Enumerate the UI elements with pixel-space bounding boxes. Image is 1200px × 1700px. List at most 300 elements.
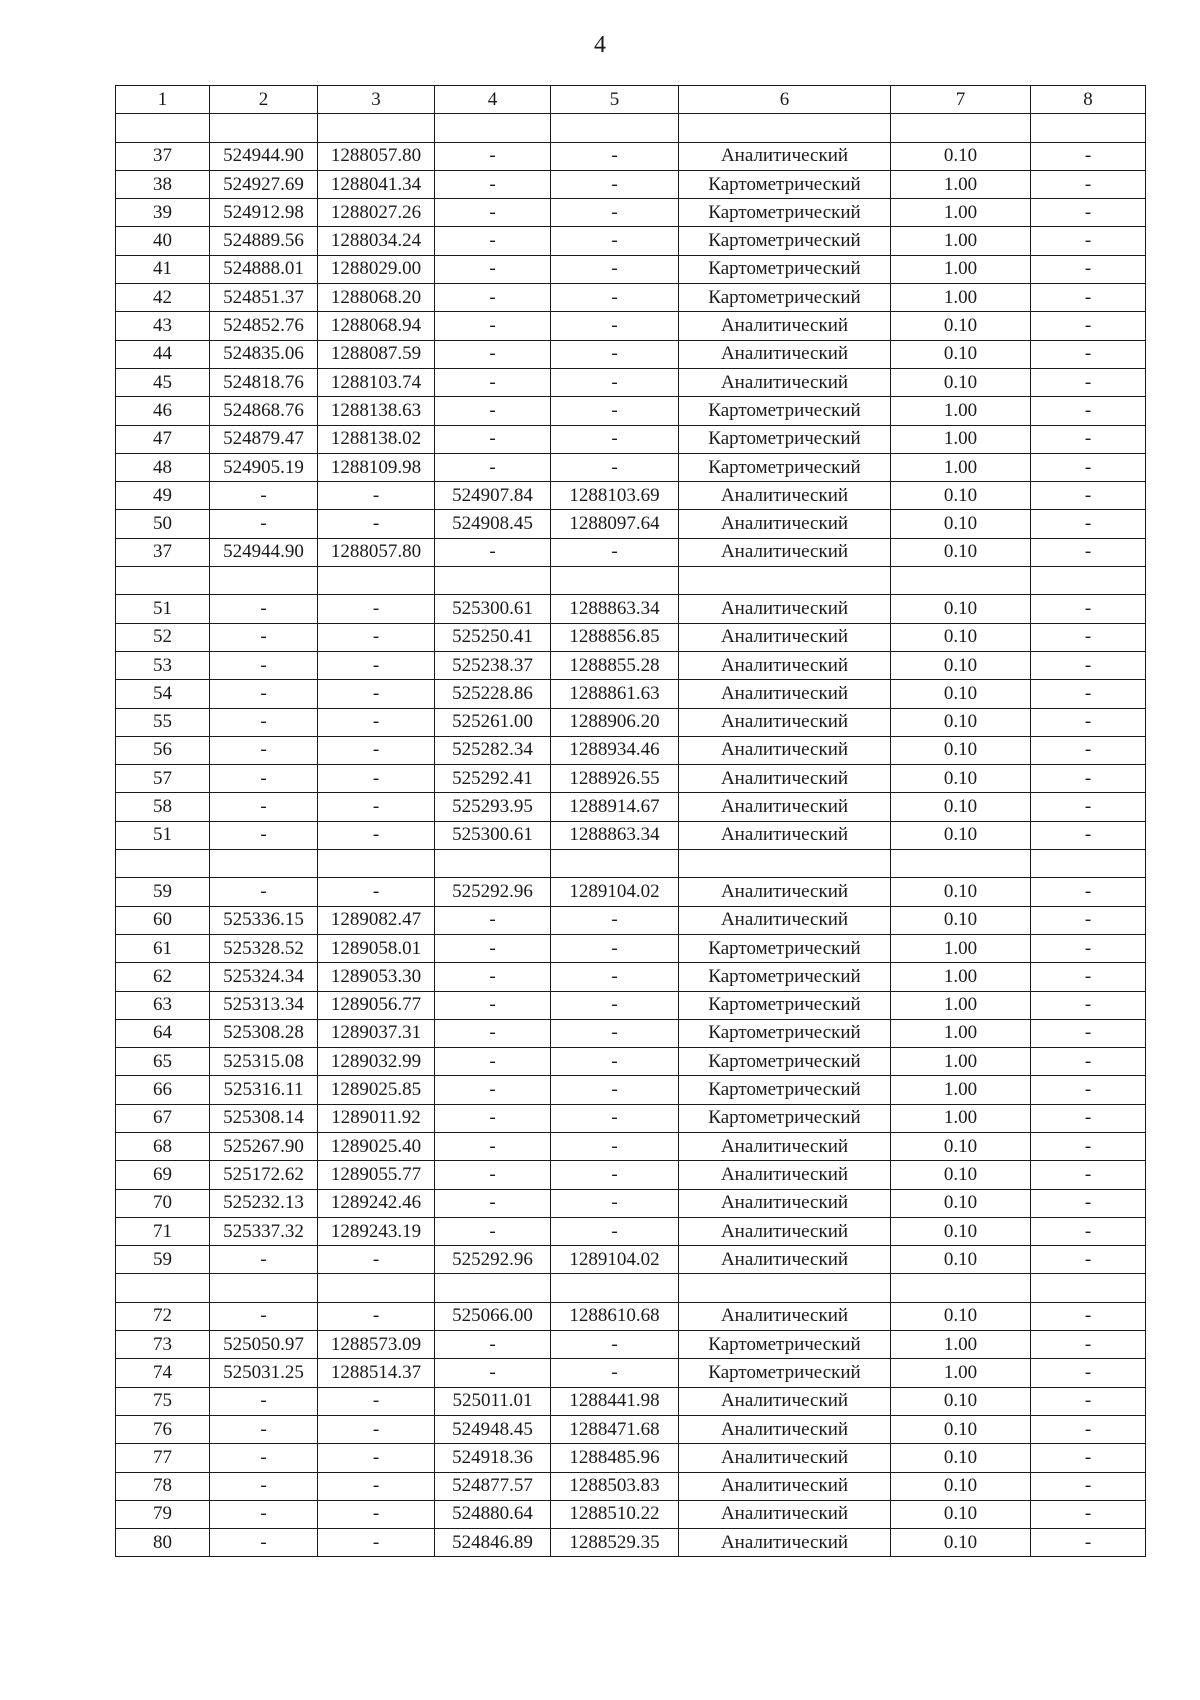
x-coord-alt-cell: 525300.61 <box>435 821 551 849</box>
y-coord-cell: 1288041.34 <box>318 170 435 198</box>
y-coord-cell: 1289055.77 <box>318 1161 435 1189</box>
y-coord-alt-cell: - <box>551 199 679 227</box>
coordinates-table <box>115 85 1146 1557</box>
x-coord-alt-cell: - <box>435 227 551 255</box>
table-row <box>116 765 1146 793</box>
y-coord-cell: - <box>318 482 435 510</box>
point-number-cell: 72 <box>116 1302 210 1330</box>
accuracy-cell: 0.10 <box>891 1472 1031 1500</box>
y-coord-cell: - <box>318 623 435 651</box>
x-coord-cell: - <box>210 1387 318 1415</box>
table-row <box>116 397 1146 425</box>
y-coord-cell: 1288034.24 <box>318 227 435 255</box>
accuracy-cell: 0.10 <box>891 906 1031 934</box>
y-coord-alt-cell: 1288855.28 <box>551 651 679 679</box>
method-cell: Аналитический <box>679 1246 891 1274</box>
point-number-cell: 51 <box>116 821 210 849</box>
note-cell: - <box>1031 482 1146 510</box>
note-cell: - <box>1031 255 1146 283</box>
method-cell: Аналитический <box>679 1387 891 1415</box>
x-coord-alt-cell: - <box>435 1076 551 1104</box>
note-cell: - <box>1031 1444 1146 1472</box>
y-coord-cell: 1289025.85 <box>318 1076 435 1104</box>
accuracy-cell: 1.00 <box>891 227 1031 255</box>
y-coord-alt-cell: 1288863.34 <box>551 821 679 849</box>
column-header: 2 <box>210 86 318 114</box>
method-cell: Картометрический <box>679 1048 891 1076</box>
y-coord-cell: 1288573.09 <box>318 1331 435 1359</box>
y-coord-alt-cell: 1288503.83 <box>551 1472 679 1500</box>
accuracy-cell: 1.00 <box>891 170 1031 198</box>
note-cell: - <box>1031 142 1146 170</box>
note-cell: - <box>1031 793 1146 821</box>
y-coord-alt-cell: - <box>551 284 679 312</box>
note-cell: - <box>1031 680 1146 708</box>
y-coord-alt-cell: - <box>551 397 679 425</box>
table-row <box>116 368 1146 396</box>
table-row <box>116 1104 1146 1132</box>
x-coord-cell: 525172.62 <box>210 1161 318 1189</box>
y-coord-alt-cell: - <box>551 1189 679 1217</box>
accuracy-cell: 0.10 <box>891 595 1031 623</box>
accuracy-cell <box>891 114 1031 142</box>
method-cell <box>679 114 891 142</box>
x-coord-cell: - <box>210 708 318 736</box>
method-cell: Картометрический <box>679 1359 891 1387</box>
accuracy-cell: 0.10 <box>891 708 1031 736</box>
accuracy-cell: 0.10 <box>891 736 1031 764</box>
page-number: 4 <box>594 32 606 58</box>
y-coord-alt-cell: - <box>551 425 679 453</box>
x-coord-cell: 525267.90 <box>210 1132 318 1160</box>
table-row <box>116 114 1146 142</box>
table-row <box>116 1359 1146 1387</box>
table-row <box>116 1387 1146 1415</box>
x-coord-alt-cell: - <box>435 538 551 566</box>
note-cell: - <box>1031 340 1146 368</box>
x-coord-alt-cell: - <box>435 199 551 227</box>
column-header: 7 <box>891 86 1031 114</box>
y-coord-alt-cell: 1288471.68 <box>551 1415 679 1443</box>
x-coord-alt-cell: - <box>435 142 551 170</box>
note-cell <box>1031 1274 1146 1302</box>
point-number-cell: 62 <box>116 963 210 991</box>
y-coord-cell: 1288138.02 <box>318 425 435 453</box>
x-coord-cell <box>210 114 318 142</box>
x-coord-cell: - <box>210 821 318 849</box>
y-coord-cell: - <box>318 680 435 708</box>
accuracy-cell: 0.10 <box>891 1529 1031 1557</box>
method-cell: Картометрический <box>679 425 891 453</box>
table-row <box>116 340 1146 368</box>
accuracy-cell: 0.10 <box>891 538 1031 566</box>
x-coord-cell: 524905.19 <box>210 453 318 481</box>
note-cell: - <box>1031 934 1146 962</box>
y-coord-alt-cell: - <box>551 906 679 934</box>
x-coord-alt-cell: - <box>435 1019 551 1047</box>
column-header: 5 <box>551 86 679 114</box>
x-coord-cell: 525328.52 <box>210 934 318 962</box>
point-number-cell: 55 <box>116 708 210 736</box>
x-coord-cell: - <box>210 1529 318 1557</box>
x-coord-alt-cell: 524918.36 <box>435 1444 551 1472</box>
y-coord-cell: - <box>318 1302 435 1330</box>
y-coord-alt-cell: - <box>551 1217 679 1245</box>
accuracy-cell: 0.10 <box>891 1415 1031 1443</box>
y-coord-cell: 1289082.47 <box>318 906 435 934</box>
y-coord-alt-cell: 1288441.98 <box>551 1387 679 1415</box>
x-coord-alt-cell: 525066.00 <box>435 1302 551 1330</box>
x-coord-alt-cell: - <box>435 1132 551 1160</box>
x-coord-alt-cell: 525293.95 <box>435 793 551 821</box>
y-coord-alt-cell: 1288097.64 <box>551 510 679 538</box>
x-coord-cell: 525232.13 <box>210 1189 318 1217</box>
table-row <box>116 623 1146 651</box>
table-header-row <box>116 86 1146 114</box>
point-number-cell: 64 <box>116 1019 210 1047</box>
x-coord-alt-cell <box>435 567 551 595</box>
table-row <box>116 878 1146 906</box>
x-coord-alt-cell: 524846.89 <box>435 1529 551 1557</box>
accuracy-cell: 1.00 <box>891 453 1031 481</box>
note-cell: - <box>1031 595 1146 623</box>
method-cell: Аналитический <box>679 312 891 340</box>
note-cell: - <box>1031 1132 1146 1160</box>
y-coord-alt-cell: - <box>551 1019 679 1047</box>
point-number-cell <box>116 567 210 595</box>
x-coord-cell: - <box>210 1500 318 1528</box>
method-cell: Картометрический <box>679 284 891 312</box>
y-coord-cell: - <box>318 1500 435 1528</box>
x-coord-alt-cell: - <box>435 934 551 962</box>
note-cell: - <box>1031 1246 1146 1274</box>
point-number-cell <box>116 850 210 878</box>
table-row <box>116 934 1146 962</box>
y-coord-cell: - <box>318 821 435 849</box>
note-cell: - <box>1031 199 1146 227</box>
note-cell: - <box>1031 963 1146 991</box>
note-cell: - <box>1031 538 1146 566</box>
x-coord-cell: 524852.76 <box>210 312 318 340</box>
y-coord-cell: 1288103.74 <box>318 368 435 396</box>
point-number-cell <box>116 1274 210 1302</box>
note-cell <box>1031 114 1146 142</box>
x-coord-alt-cell: 525282.34 <box>435 736 551 764</box>
point-number-cell: 38 <box>116 170 210 198</box>
table-row <box>116 1132 1146 1160</box>
method-cell: Картометрический <box>679 1331 891 1359</box>
y-coord-cell: - <box>318 651 435 679</box>
point-number-cell: 71 <box>116 1217 210 1245</box>
point-number-cell: 56 <box>116 736 210 764</box>
table-row <box>116 1500 1146 1528</box>
x-coord-alt-cell: - <box>435 284 551 312</box>
method-cell: Аналитический <box>679 1444 891 1472</box>
column-header: 6 <box>679 86 891 114</box>
y-coord-alt-cell: 1288510.22 <box>551 1500 679 1528</box>
note-cell: - <box>1031 1076 1146 1104</box>
x-coord-cell: 525324.34 <box>210 963 318 991</box>
x-coord-alt-cell: 525292.96 <box>435 1246 551 1274</box>
note-cell: - <box>1031 1189 1146 1217</box>
x-coord-cell: 524944.90 <box>210 538 318 566</box>
y-coord-cell <box>318 1274 435 1302</box>
column-header: 1 <box>116 86 210 114</box>
y-coord-alt-cell: - <box>551 1104 679 1132</box>
x-coord-alt-cell: - <box>435 1217 551 1245</box>
x-coord-alt-cell: - <box>435 1104 551 1132</box>
note-cell: - <box>1031 397 1146 425</box>
note-cell: - <box>1031 736 1146 764</box>
y-coord-alt-cell: - <box>551 1076 679 1104</box>
x-coord-cell: - <box>210 1302 318 1330</box>
accuracy-cell: 0.10 <box>891 482 1031 510</box>
x-coord-cell: - <box>210 1472 318 1500</box>
table-row <box>116 821 1146 849</box>
table-row <box>116 1161 1146 1189</box>
y-coord-cell: 1289032.99 <box>318 1048 435 1076</box>
y-coord-cell: - <box>318 1246 435 1274</box>
column-header: 4 <box>435 86 551 114</box>
accuracy-cell: 0.10 <box>891 1161 1031 1189</box>
x-coord-alt-cell: 525292.96 <box>435 878 551 906</box>
method-cell: Аналитический <box>679 651 891 679</box>
method-cell: Аналитический <box>679 340 891 368</box>
x-coord-alt-cell: - <box>435 991 551 1019</box>
y-coord-cell: - <box>318 736 435 764</box>
point-number-cell: 59 <box>116 878 210 906</box>
table-row <box>116 1472 1146 1500</box>
point-number-cell: 73 <box>116 1331 210 1359</box>
method-cell: Аналитический <box>679 623 891 651</box>
note-cell: - <box>1031 708 1146 736</box>
x-coord-cell: 524818.76 <box>210 368 318 396</box>
accuracy-cell: 0.10 <box>891 1302 1031 1330</box>
method-cell: Аналитический <box>679 595 891 623</box>
accuracy-cell: 0.10 <box>891 1132 1031 1160</box>
point-number-cell: 77 <box>116 1444 210 1472</box>
accuracy-cell: 0.10 <box>891 821 1031 849</box>
note-cell: - <box>1031 906 1146 934</box>
y-coord-cell: - <box>318 1387 435 1415</box>
note-cell <box>1031 567 1146 595</box>
x-coord-alt-cell: - <box>435 1048 551 1076</box>
x-coord-cell <box>210 1274 318 1302</box>
point-number-cell: 79 <box>116 1500 210 1528</box>
table-row <box>116 1444 1146 1472</box>
method-cell: Аналитический <box>679 1302 891 1330</box>
x-coord-cell: 525315.08 <box>210 1048 318 1076</box>
x-coord-alt-cell: - <box>435 1189 551 1217</box>
method-cell: Аналитический <box>679 765 891 793</box>
x-coord-cell: 524944.90 <box>210 142 318 170</box>
method-cell: Аналитический <box>679 1217 891 1245</box>
method-cell: Аналитический <box>679 1529 891 1557</box>
x-coord-alt-cell: 525300.61 <box>435 595 551 623</box>
method-cell: Аналитический <box>679 1132 891 1160</box>
x-coord-cell: 525313.34 <box>210 991 318 1019</box>
point-number-cell: 75 <box>116 1387 210 1415</box>
accuracy-cell: 0.10 <box>891 340 1031 368</box>
method-cell: Картометрический <box>679 199 891 227</box>
y-coord-alt-cell <box>551 114 679 142</box>
table-row <box>116 142 1146 170</box>
y-coord-alt-cell <box>551 567 679 595</box>
accuracy-cell: 1.00 <box>891 1331 1031 1359</box>
x-coord-alt-cell: - <box>435 397 551 425</box>
y-coord-alt-cell: - <box>551 255 679 283</box>
table-row <box>116 312 1146 340</box>
y-coord-cell: 1288514.37 <box>318 1359 435 1387</box>
method-cell: Картометрический <box>679 170 891 198</box>
point-number-cell: 66 <box>116 1076 210 1104</box>
note-cell: - <box>1031 1161 1146 1189</box>
x-coord-alt-cell: 525238.37 <box>435 651 551 679</box>
column-header: 8 <box>1031 86 1146 114</box>
x-coord-alt-cell: - <box>435 453 551 481</box>
accuracy-cell: 1.00 <box>891 284 1031 312</box>
x-coord-alt-cell: - <box>435 1359 551 1387</box>
y-coord-cell: - <box>318 878 435 906</box>
method-cell: Аналитический <box>679 538 891 566</box>
x-coord-alt-cell: - <box>435 1161 551 1189</box>
note-cell: - <box>1031 1331 1146 1359</box>
x-coord-cell: 524889.56 <box>210 227 318 255</box>
point-number-cell: 41 <box>116 255 210 283</box>
accuracy-cell: 1.00 <box>891 255 1031 283</box>
y-coord-cell: - <box>318 595 435 623</box>
y-coord-alt-cell: 1288863.34 <box>551 595 679 623</box>
table-row <box>116 1246 1146 1274</box>
table-row <box>116 1415 1146 1443</box>
method-cell: Аналитический <box>679 1189 891 1217</box>
y-coord-alt-cell: - <box>551 538 679 566</box>
y-coord-alt-cell: - <box>551 1048 679 1076</box>
accuracy-cell: 1.00 <box>891 991 1031 1019</box>
y-coord-cell: - <box>318 708 435 736</box>
method-cell: Аналитический <box>679 142 891 170</box>
method-cell: Аналитический <box>679 1500 891 1528</box>
x-coord-alt-cell: 525228.86 <box>435 680 551 708</box>
accuracy-cell: 1.00 <box>891 1076 1031 1104</box>
x-coord-cell: 525336.15 <box>210 906 318 934</box>
x-coord-alt-cell: 524907.84 <box>435 482 551 510</box>
y-coord-cell: 1289011.92 <box>318 1104 435 1132</box>
note-cell: - <box>1031 1415 1146 1443</box>
method-cell: Аналитический <box>679 708 891 736</box>
method-cell: Картометрический <box>679 255 891 283</box>
x-coord-cell: 524868.76 <box>210 397 318 425</box>
table-row <box>116 1302 1146 1330</box>
accuracy-cell: 0.10 <box>891 1444 1031 1472</box>
accuracy-cell: 1.00 <box>891 1104 1031 1132</box>
note-cell: - <box>1031 878 1146 906</box>
point-number-cell: 42 <box>116 284 210 312</box>
x-coord-alt-cell: 525261.00 <box>435 708 551 736</box>
y-coord-cell: 1289058.01 <box>318 934 435 962</box>
y-coord-cell: 1288029.00 <box>318 255 435 283</box>
note-cell: - <box>1031 1472 1146 1500</box>
accuracy-cell: 0.10 <box>891 878 1031 906</box>
point-number-cell: 63 <box>116 991 210 1019</box>
point-number-cell: 51 <box>116 595 210 623</box>
y-coord-cell: 1288068.94 <box>318 312 435 340</box>
point-number-cell: 44 <box>116 340 210 368</box>
table-row <box>116 1274 1146 1302</box>
x-coord-alt-cell: - <box>435 368 551 396</box>
note-cell: - <box>1031 170 1146 198</box>
x-coord-alt-cell: 524948.45 <box>435 1415 551 1443</box>
y-coord-cell <box>318 114 435 142</box>
x-coord-cell: 525308.28 <box>210 1019 318 1047</box>
point-number-cell: 70 <box>116 1189 210 1217</box>
x-coord-cell: - <box>210 765 318 793</box>
method-cell: Аналитический <box>679 793 891 821</box>
y-coord-cell: 1288027.26 <box>318 199 435 227</box>
x-coord-cell: - <box>210 1444 318 1472</box>
accuracy-cell: 1.00 <box>891 425 1031 453</box>
method-cell: Картометрический <box>679 963 891 991</box>
x-coord-cell: 524835.06 <box>210 340 318 368</box>
x-coord-cell <box>210 567 318 595</box>
y-coord-alt-cell: 1288103.69 <box>551 482 679 510</box>
note-cell: - <box>1031 1019 1146 1047</box>
table-row <box>116 1048 1146 1076</box>
point-number-cell: 65 <box>116 1048 210 1076</box>
y-coord-cell: - <box>318 1444 435 1472</box>
note-cell: - <box>1031 227 1146 255</box>
accuracy-cell: 0.10 <box>891 368 1031 396</box>
table-row <box>116 453 1146 481</box>
x-coord-cell: 525031.25 <box>210 1359 318 1387</box>
x-coord-cell: 525050.97 <box>210 1331 318 1359</box>
note-cell: - <box>1031 1104 1146 1132</box>
x-coord-cell: - <box>210 736 318 764</box>
table-row <box>116 284 1146 312</box>
y-coord-alt-cell: - <box>551 991 679 1019</box>
accuracy-cell <box>891 1274 1031 1302</box>
accuracy-cell <box>891 567 1031 595</box>
table-row <box>116 708 1146 736</box>
y-coord-alt-cell: 1289104.02 <box>551 878 679 906</box>
y-coord-cell: 1288068.20 <box>318 284 435 312</box>
method-cell: Картометрический <box>679 1076 891 1104</box>
table-row <box>116 850 1146 878</box>
x-coord-cell: 524851.37 <box>210 284 318 312</box>
point-number-cell: 58 <box>116 793 210 821</box>
accuracy-cell: 0.10 <box>891 510 1031 538</box>
x-coord-alt-cell: - <box>435 1331 551 1359</box>
table-row <box>116 680 1146 708</box>
note-cell: - <box>1031 425 1146 453</box>
y-coord-cell: - <box>318 1472 435 1500</box>
y-coord-alt-cell: - <box>551 453 679 481</box>
y-coord-cell: - <box>318 1415 435 1443</box>
table-row <box>116 170 1146 198</box>
accuracy-cell: 0.10 <box>891 1189 1031 1217</box>
y-coord-alt-cell: - <box>551 142 679 170</box>
point-number-cell: 80 <box>116 1529 210 1557</box>
y-coord-alt-cell: 1288485.96 <box>551 1444 679 1472</box>
method-cell <box>679 850 891 878</box>
accuracy-cell: 1.00 <box>891 1019 1031 1047</box>
accuracy-cell: 1.00 <box>891 963 1031 991</box>
note-cell: - <box>1031 453 1146 481</box>
x-coord-alt-cell: 524908.45 <box>435 510 551 538</box>
table-row <box>116 199 1146 227</box>
x-coord-alt-cell: - <box>435 170 551 198</box>
x-coord-cell: 524879.47 <box>210 425 318 453</box>
